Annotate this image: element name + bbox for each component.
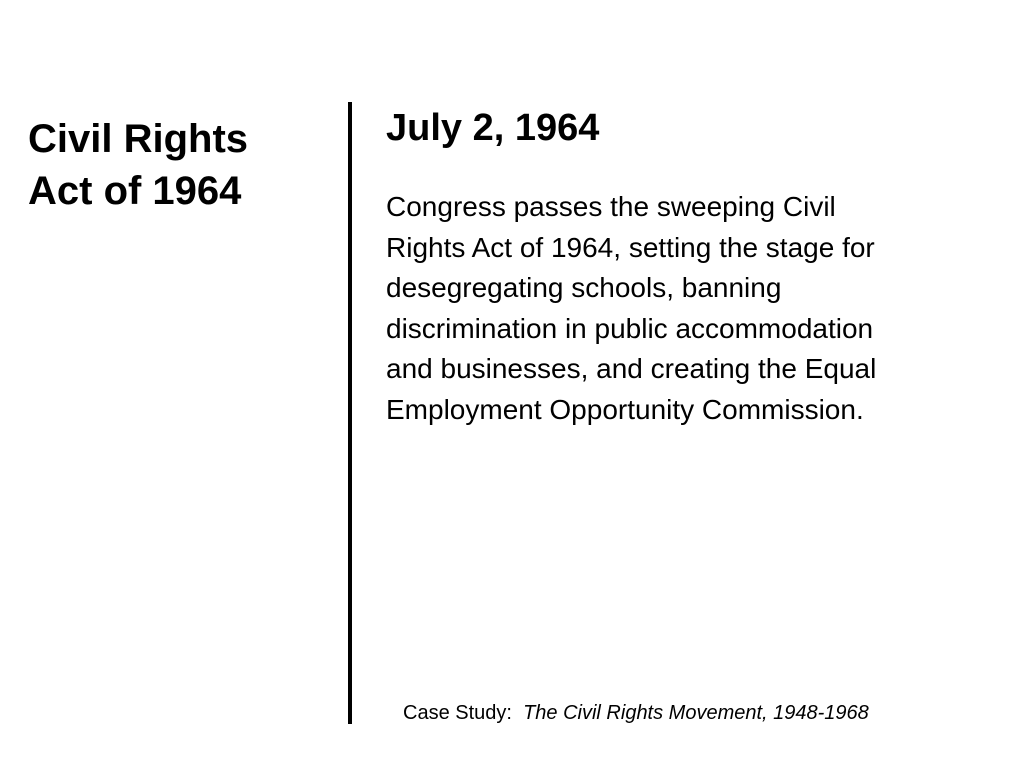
event-description-line: Rights Act of 1964, setting the stage for (386, 231, 875, 263)
slide-title-line-1: Civil Rights (28, 117, 249, 161)
event-description-line: discrimination in public accommodation (386, 312, 874, 344)
event-description-line: and businesses, and creating the Equal (386, 353, 877, 384)
slide-title-line-2: Act of 1964 (28, 169, 242, 213)
footer-citation (403, 700, 869, 726)
event-description-line: Employment Opportunity Commission. (386, 393, 864, 425)
vertical-divider (348, 102, 352, 724)
event-date: July 2, 1964 (386, 107, 600, 149)
slide-title (28, 113, 328, 217)
case-study-label: Case Study: (403, 702, 512, 724)
event-description-line: desegregating schools, banning (386, 272, 782, 303)
event-description (386, 187, 1006, 430)
event-description-line: Congress passes the sweeping Civil (386, 191, 836, 222)
case-study-title: The Civil Rights Movement, 1948-1968 (523, 702, 869, 724)
